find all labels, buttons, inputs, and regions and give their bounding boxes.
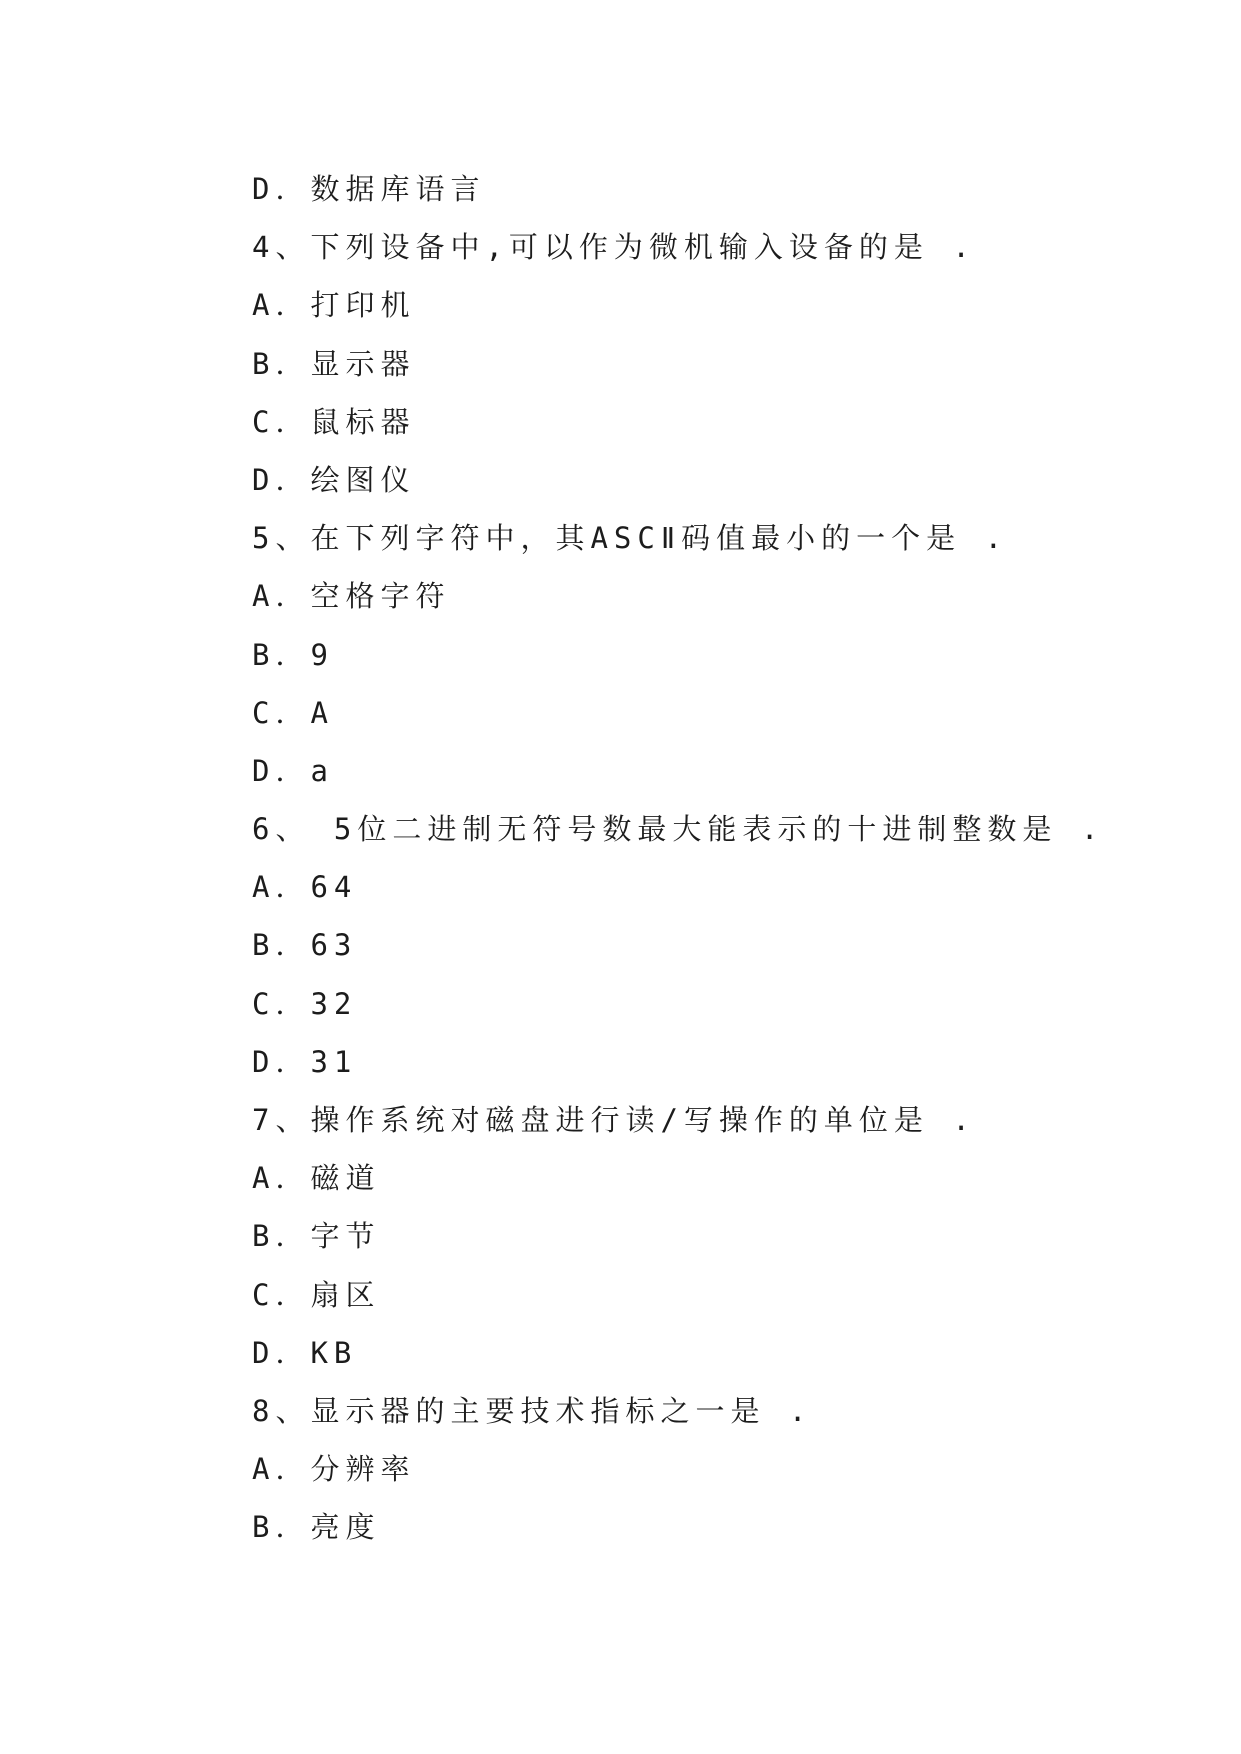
answer-option: C．扇区 (252, 1277, 381, 1312)
answer-option: B．字节 (252, 1219, 381, 1254)
question-text: 4、下列设备中,可以作为微机输入设备的是 . (252, 230, 976, 265)
answer-option: D．a (252, 753, 334, 788)
question-list (252, 160, 1104, 1557)
answer-option: A．打印机 (252, 288, 416, 323)
answer-option: C．鼠标器 (252, 404, 416, 439)
question-text: 8、显示器的主要技术指标之一是 . (252, 1393, 813, 1428)
answer-option: C．A (252, 695, 334, 730)
answer-option: A．64 (252, 870, 358, 905)
question-text: 5、在下列字符中，其ASCⅡ码值最小的一个是 . (252, 521, 1009, 556)
answer-option: A．分辨率 (252, 1452, 416, 1487)
answer-option: B．63 (252, 928, 358, 963)
answer-option: D．数据库语言 (252, 172, 486, 206)
answer-option: B．9 (252, 637, 334, 672)
answer-option: A．磁道 (252, 1161, 381, 1196)
answer-option: D．KB (252, 1335, 358, 1370)
answer-option: A．空格字符 (252, 579, 451, 614)
question-text: 6、 5位二进制无符号数最大能表示的十进制整数是 . (252, 812, 1105, 847)
question-text: 7、操作系统对磁盘进行读/写操作的单位是 . (252, 1103, 976, 1137)
answer-option: B．亮度 (252, 1510, 381, 1545)
answer-option: C．32 (252, 986, 358, 1021)
answer-option: B．显示器 (252, 346, 416, 381)
answer-option: D．31 (252, 1044, 358, 1079)
answer-option: D．绘图仪 (252, 462, 416, 497)
